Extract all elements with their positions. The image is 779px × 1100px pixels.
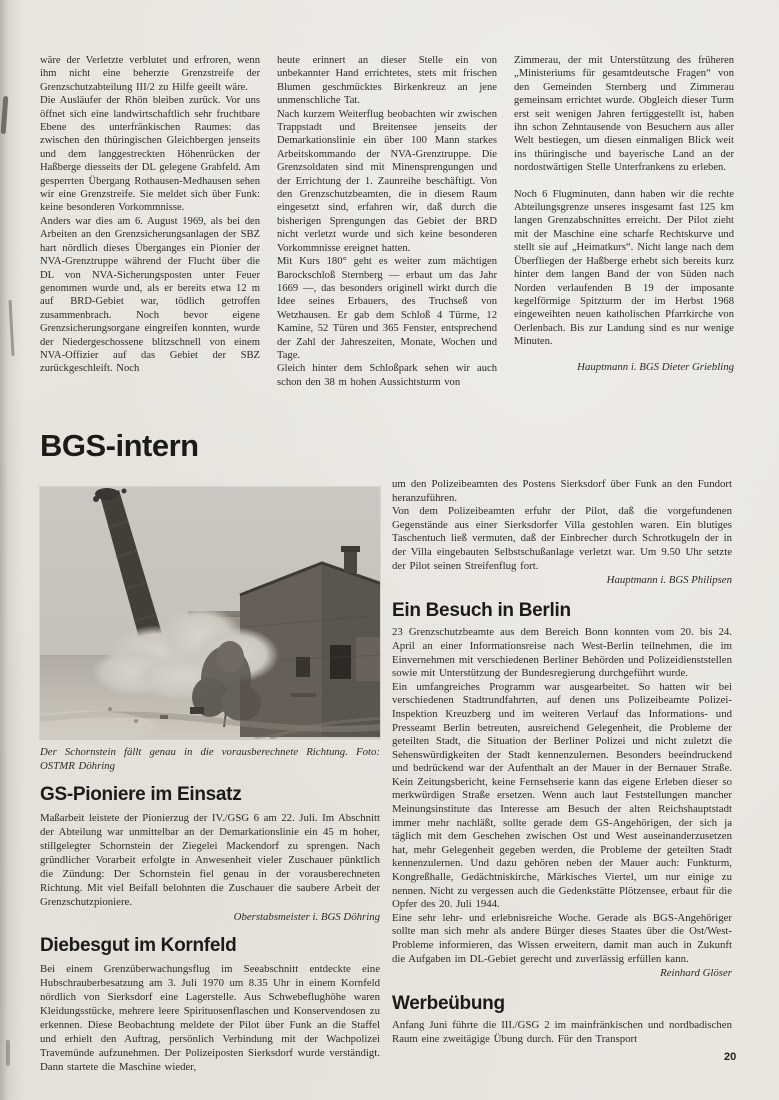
paragraph: Gleich hinter dem Schloßpark sehen wir auch schon den 38 m hohen Aussichtsturm von bbox=[277, 363, 497, 388]
top-article-col1 bbox=[40, 54, 260, 389]
paragraph: heute erinnert an dieser Stelle ein von unbekannter Hand errichtetes, stets mit frischen Blumen geschmücktes Birkenkreuz an jene unmenschliche Tat. bbox=[277, 55, 497, 107]
top-article-col3 bbox=[514, 54, 734, 389]
paragraph: Von dem Polizeibeamten erfuhr der Pilot, daß die vorgefundenen Gegenstände aus einer Sierksdorfer Villa gestohlen waren. Ein blutiges Taschentuch ließ vermuten, daß der Einbrecher durch Schrotkugeln der in der Villa eingebauten Selbstschußanlage verletzt war. Um 9.50 Uhr setzte der Pilot seinen Streifenflug fort. bbox=[392, 505, 732, 572]
article-author: Oberstabsmeister i. BGS Döhring bbox=[233, 911, 380, 923]
paragraph: Zimmerau, der mit Unterstützung des früheren „Ministeriums für gesamtdeutsche Fragen“ von den Gemeinden Sternberg und Zimmerau gemeinsam errichtet wurde. Obgleich dieser Turm erst seit wenigen Jahren fertiggestellt ist, haben ihn schon Zehntausende von Besuchern aus aller Welt bestiegen, um diesen einmaligen Blick weit ins thüringische und bayerische Land an der nordostwärtigen Stelle Unterfrankens zu erleben. bbox=[514, 55, 734, 174]
chimney-demolition-photo bbox=[40, 487, 380, 739]
paragraph: Mit Kurs 180° geht es weiter zum mächtigen Barockschloß Sternberg — erbaut um das Jahr 1669 —, das besonders originell wirkt durch die Idee seines Erbauers, des Truchseß von Wetzhausen. Er gab dem Schloß 4 Türme, 12 Kamine, 52 Türen und 365 Fenster, entsprechend der Zahl der Jahreszeiten, Monate, Wochen und Tage. bbox=[277, 256, 497, 361]
article-heading-berlin: Ein Besuch in Berlin bbox=[392, 599, 571, 621]
paragraph: Anders war dies am 6. August 1969, als bei den Arbeiten an den Grenzsicherungsanlagen der SBZ hart nördlich dieses Überganges ein Pionier der NVA-Grenztruppe während der Flucht über die DL von NVA-Sicherungsposten unter Feuer genommen wurde und, als er bereits etwa 12 m auf BRD-Gebiet war, tödlich getroffen zusammenbrach. Noch bevor eigene Grenzsicherungsorgane eingreifen konnten, wurde der Niedergeschossene blitzschnell von einem NVA-Offizier auf das Gebiet der SBZ zurückgeschleift. Noch bbox=[40, 215, 260, 375]
paragraph: Ein umfangreiches Programm war ausgearbeitet. So hatten wir bei verschiedenen Stadtrundfahrten, auf denen uns Polizeibeamte Polizei-Inspektion Kreuzberg und im weiteren Verlauf das Informations- und Presseamt Berlin betreuten, ausreichend Gelegenheit, die Probleme der geteilten Stadt, die Situation der Berliner Polizei und nicht zuletzt die Sehenswürdigkeiten der Stadt kennenzulernen. Besonders beeindruckend und bedrückend war der Aufenthalt an der Mauer in der Bernauer Straße. Kein Zeitungsbericht, keine Fernsehserie kann das eigene Erleben dieser so merkwürdigen Straße ersetzen. Wenn auch laut Feststellungen mancher Meinungsinstitute das Interesse am Besuch der alten Reichshauptstadt immer mehr nachläßt, sollte gerade dem GS-Angehörigen, der sich ja täglich mit dem Geschehen zwischen Ost und West auseinanderzusetzen hat, mehr Gelegenheit gegeben werden, die Probleme der geteilten Stadt kennenzulernen. Und dazu gehören neben der Mauer auch: Funkturm, Kongreßhalle, Gedächtniskirche, Märkisches Viertel, um nur einige zu nennen. Nicht zu vergessen auch die Gedenkstätte Plötzensee, erbaut für die Opfer des 20. Juli 1944. bbox=[392, 680, 732, 911]
top-article bbox=[40, 54, 734, 389]
paragraph: Maßarbeit leistete der Pionierzug der IV./GSG 6 am 22. Juli. Im Abschnitt der Abteilung war unmittelbar an der Demarkationslinie ein 45 m hoher, stillgelegter Schornstein der Ziegelei Mackendorf zu sprengen. Nach gründlicher Vorarbeit erfolgte in Anwesenheit vieler Zuschauer pünktlich die Zündung: Der Schornstein fiel genau in der vorausberechneten Richtung. Mit viel Beifall belohnten die Zuschauer die saubere Arbeit der Grenzschutzpioniere. bbox=[40, 812, 380, 908]
lower-left-column bbox=[40, 487, 380, 1074]
scan-edge-artifact bbox=[0, 0, 26, 1100]
paragraph: Bei einem Grenzüberwachungsflug im Seeabschnitt entdeckte eine Hubschrauberbesatzung am 3. Juli 1970 um 8.35 Uhr in einem Kornfeld nördlich von Sierksdorf eine Lagerstelle. Aus Schwebeflughöhe waren Kleidungsstücke, mehrere leere Spirituosenflaschen und Konservendosen zu erkennen. Diese Beobachtung meldete der Pilot über Funk an die Staffel und erhielt den Auftrag, persönlich Verbindung mit der Wachpolizei Travemünde aufzunehmen. Der Polizeiposten Sierksdorf wurde verständigt. Dann startete die Maschine wieder, bbox=[40, 963, 380, 1073]
article-author: Reinhard Glöser bbox=[660, 967, 732, 980]
photo-caption: Der Schornstein fällt genau in die vorausberechnete Richtung. Foto: OSTMR Döhring bbox=[40, 746, 380, 772]
paragraph: Eine sehr lehr- und erlebnisreiche Woche. Gerade als BGS-Angehöriger sollte man sich mehr als andere Bürger dieses Staates über die Ost/West-Probleme informieren, das Wissen erweitern, damit man auch in Zukunft die Aufgaben im DL-Gebiet gerecht und zuverlässig erfüllen kann. bbox=[392, 911, 732, 965]
page-number: 20 bbox=[724, 1051, 737, 1063]
paragraph: Nach kurzem Weiterflug beobachten wir zwischen Trappstadt und Breitensee jenseits der Demarkationslinie ein über 100 Mann starkes Arbeitskommando der NVA-Grenztruppe. Die Grenzsoldaten sind mit Minensprengungen und der Errichtung der 1. Zaunreihe beschäftigt. Von den Grenzschutzbeamten, die in diesem Raum eingesetzt sind, erfahren wir, daß durch die bisherigen Sprengungen das Gebiet der BRD nicht verletzt wurde und sich keine besonderen Vorkommnisse ereignet hatten. bbox=[277, 108, 497, 254]
article-author: Hauptmann i. BGS Dieter Griebling bbox=[577, 360, 734, 373]
paragraph: um den Polizeibeamten des Postens Sierksdorf über Funk an den Fundort heranzuführen. bbox=[392, 478, 732, 504]
paragraph: wäre der Verletzte verblutet und erfroren, wenn ihm nicht eine beherzte Grenzstreife der Grenzschutzabteilung III/2 zu Hilfe geeilt wäre. bbox=[40, 55, 260, 93]
article-author: Hauptmann i. BGS Philipsen bbox=[606, 574, 732, 587]
lower-right-column bbox=[392, 478, 732, 1047]
paragraph: Noch 6 Flugminuten, dann haben wir die rechte Abteilungsgrenze unseres insgesamt fast 125 km langen Grenzabschnittes erreicht. Der Pilot zieht mit der Maschine eine scharfe Rechtskurve und stellt sie auf „Heimatkurs“. Nicht lange nach dem Überfliegen der Haßberge erhebt sich bereits kurz hinter dem langen Band der von Süden nach Norden verlaufenden B 19 der imposante kegelförmige Spitzturm der im Herbst 1968 eingeweihten neuen katholischen Pfarrkirche von Oerlenbach. Bis zur Landung sind es nur wenige Minuten. bbox=[514, 188, 734, 348]
scan-edge-artifact bbox=[6, 1040, 10, 1066]
top-article-col2 bbox=[277, 54, 497, 389]
section-title: BGS-intern bbox=[40, 428, 199, 463]
paragraph: Die Ausläufer der Rhön bleiben zurück. Vor uns öffnet sich eine landwirtschaftlich sehr fruchtbare Ebene des unterfränkischen Raumes: das zwischen den thüringischen Gleichbergen jenseits und dem langgestreckten Höhenrücken der Haßberge diesseits der DL gelegene Grabfeld. Am gesperrten Übergang Rothausen-Medhausen sehen wir eine Grenzstreife. Sie meldet sich über Funk: keine besonderen Vorkommnisse. bbox=[40, 95, 260, 214]
article-heading-werbeuebung: Werbeübung bbox=[392, 992, 505, 1014]
paragraph: 23 Grenzschutzbeamte aus dem Bereich Bonn konnten vom 20. bis 24. April an einer Informationsreise nach West-Berlin teilnehmen, die im Einvernehmen mit verschiedenen Berliner Behörden und Polizeidienststellen sowie mit Unterstützung der Bundesregierung durchgeführt wurde. bbox=[392, 626, 732, 680]
article-heading-diebesgut: Diebesgut im Kornfeld bbox=[40, 935, 237, 956]
article-heading-gs-pioniere: GS-Pioniere im Einsatz bbox=[40, 784, 242, 805]
paragraph: Anfang Juni führte die III./GSG 2 im mainfränkischen und nordbadischen Raum eine zweitägige Übung durch. Für den Transport bbox=[392, 1019, 732, 1045]
